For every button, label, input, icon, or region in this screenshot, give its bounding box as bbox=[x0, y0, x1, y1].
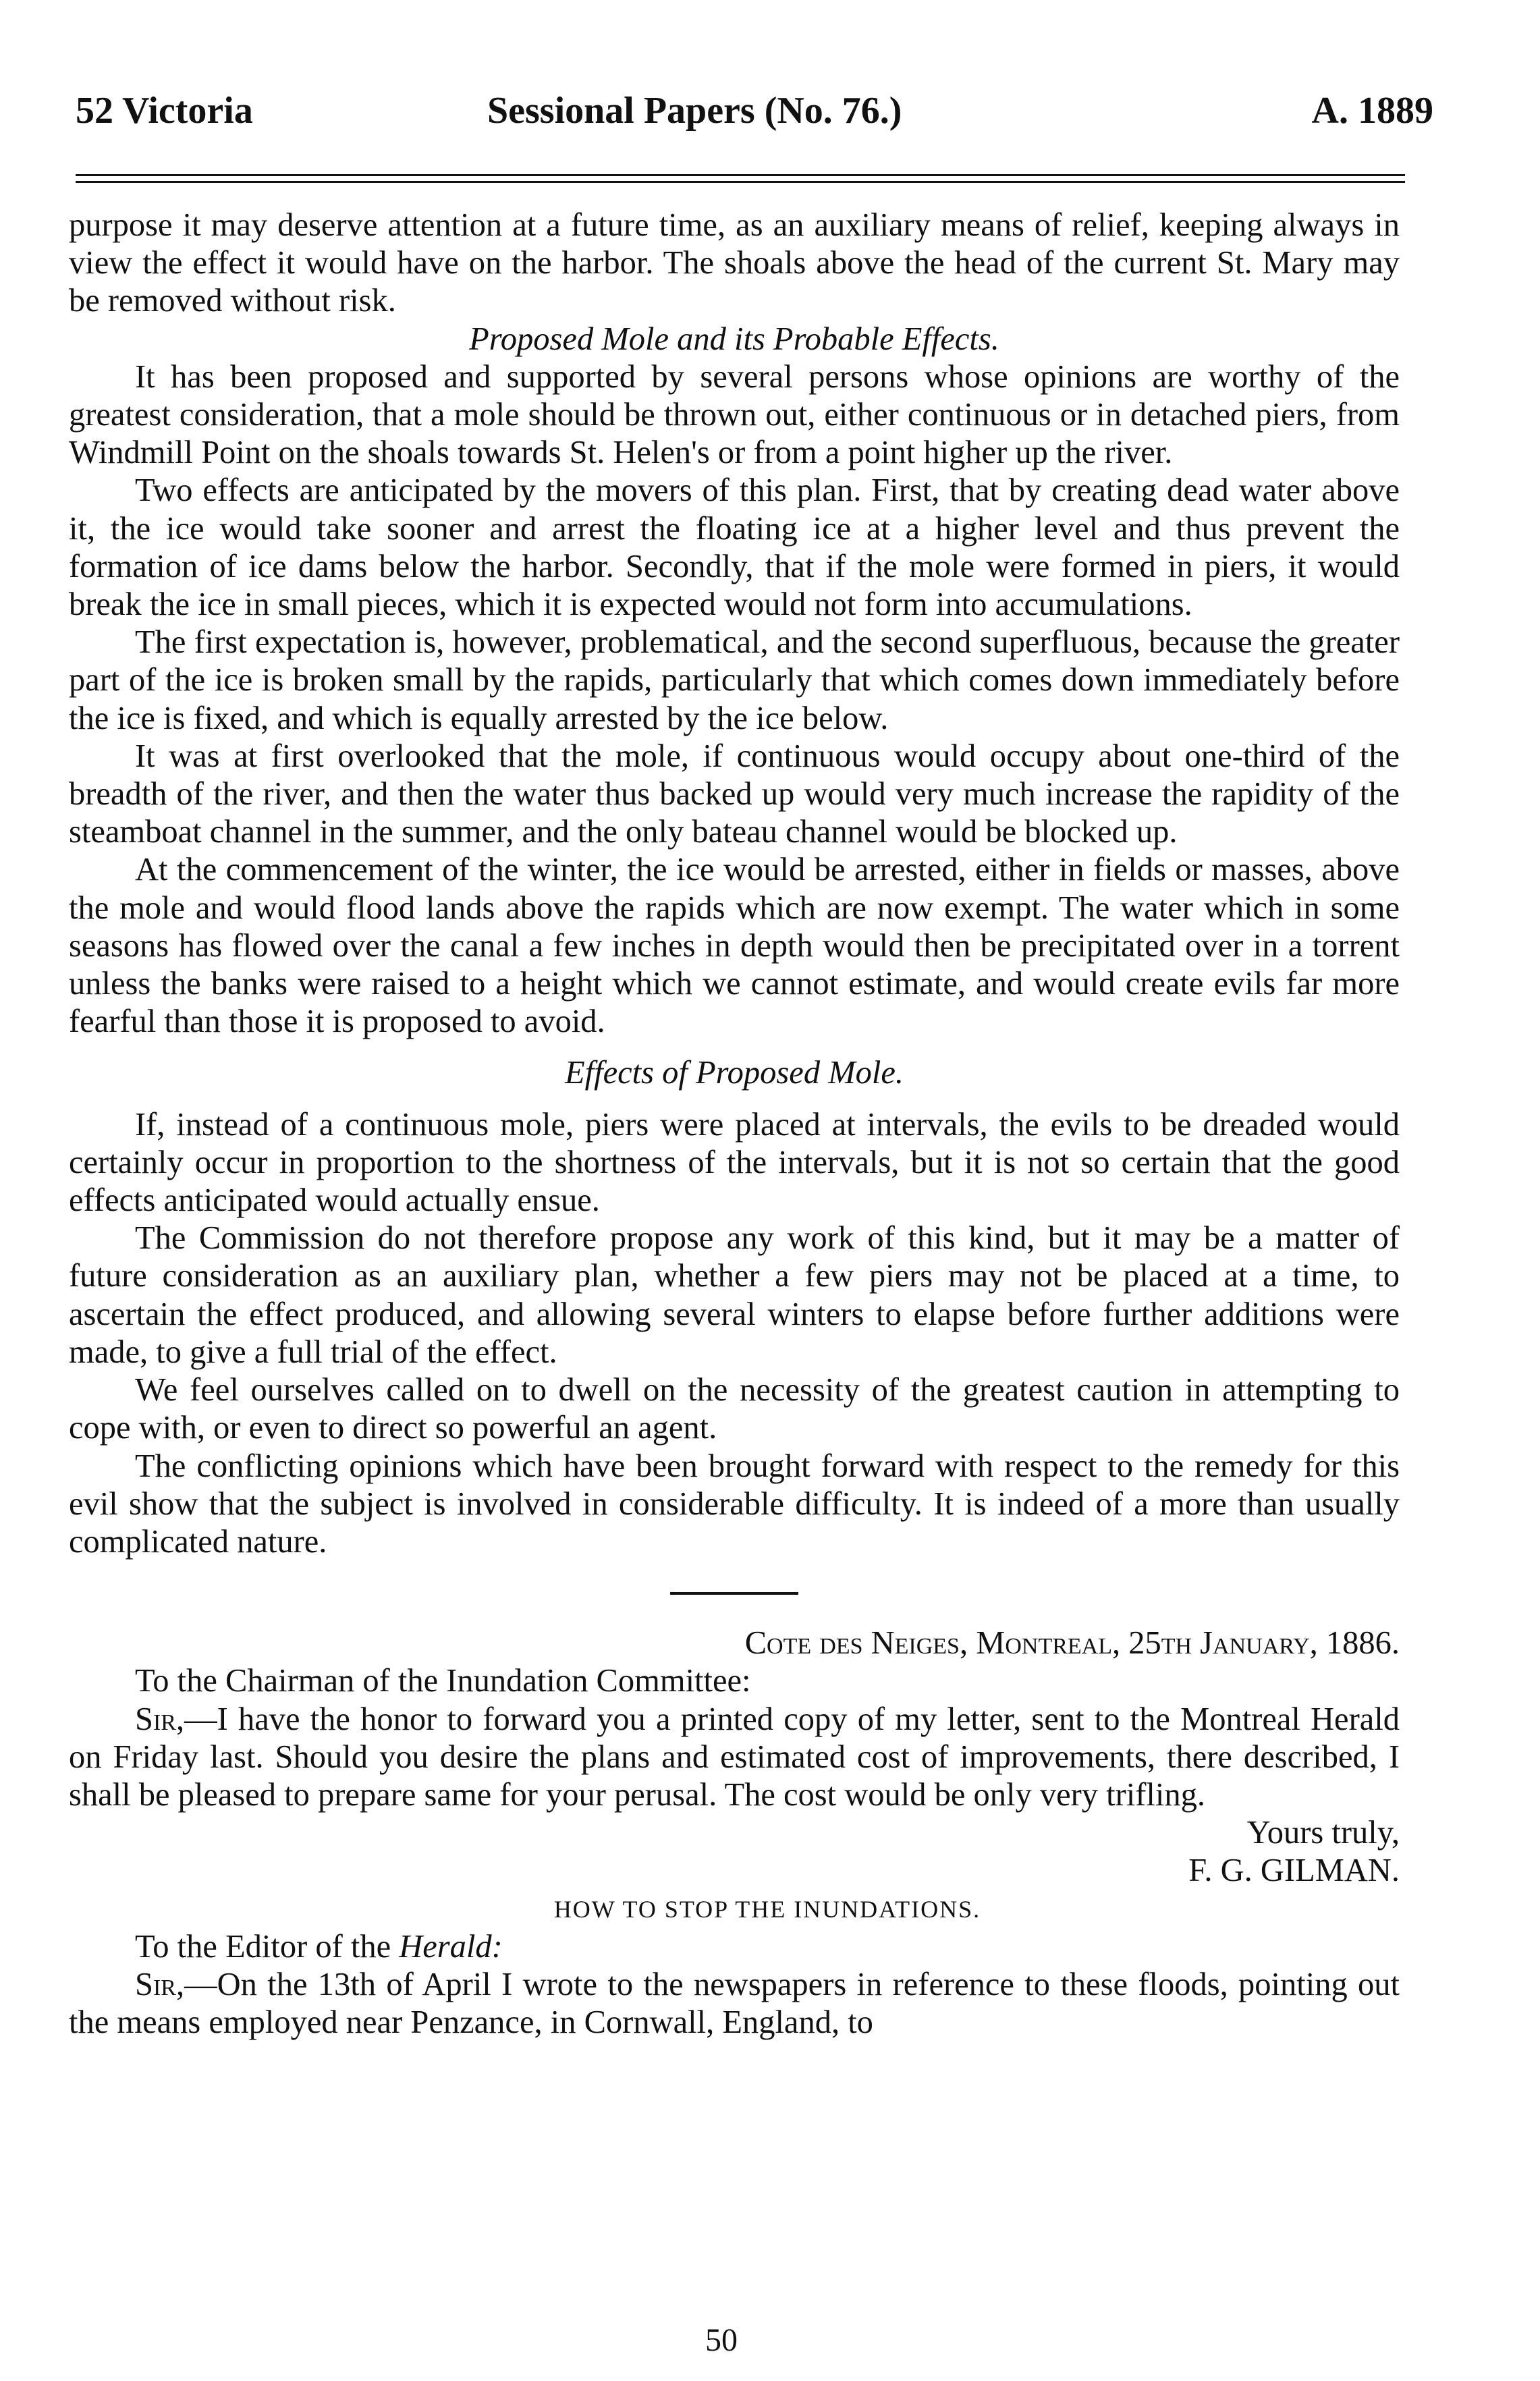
header-rule-bottom bbox=[76, 181, 1405, 183]
paragraph: The Commission do not therefore propose any work of this kind, but it may be a matter of future consideration as an auxiliary plan, whether a few piers may not be placed at a time, to ascertain the effect produced, and allowing several winters to elapse before further additions were made, to give a full trial of the effect. bbox=[69, 1220, 1400, 1370]
letter-recipient: To the Chairman of the Inundation Committee: bbox=[135, 1663, 751, 1699]
paragraph: The first expectation is, however, problematical, and the second superfluous, because the greater part of the ice is broken small by the rapids, particularly that which comes down immediately before the ice is fixed, and which is equally arrested by the ice below. bbox=[69, 624, 1400, 736]
paragraph: Two effects are anticipated by the movers of this plan. First, that by creating dead water above it, the ice would take sooner and arrest the floating ice at a higher level and thus prevent the formation of ice dams below the harbor. Secondly, that if the mole were formed in piers, it would break the ice in small pieces, which it is expected would not form into accumulations. bbox=[69, 472, 1400, 623]
article-recipient-prefix: To the Editor of the bbox=[135, 1928, 391, 1965]
paragraph: At the commencement of the winter, the ice would be arrested, either in fields or masses, above the mole and would flood lands above the rapids which are now exempt. The water which in some seasons has flowed over the canal a few inches in depth would then be precipitated over in a torrent unless the banks were raised to a height which we cannot estimate, and would create evils far more fearful than those it is proposed to avoid. bbox=[69, 852, 1400, 1040]
paragraph: The conflicting opinions which have been brought forward with respect to the remedy for this evil show that the subject is involved in considerable difficulty. It is indeed of a more than usually complicated nature. bbox=[69, 1448, 1400, 1560]
running-header bbox=[76, 89, 1433, 136]
article-text: —On the 13th of April I wrote to the newspapers in reference to these floods, pointing out the means employed near Penzance, in Cornwall, England, to bbox=[69, 1966, 1400, 2041]
paragraph-intro: purpose it may deserve attention at a future time, as an auxiliary means of relief, keeping always in view the effect it would have on the harbor. The shoals above the head of the current St. Mary may be removed without risk. bbox=[69, 207, 1400, 319]
letter-body bbox=[69, 1701, 1400, 1815]
article-title: HOW TO STOP THE INUNDATIONS. bbox=[553, 1895, 981, 1923]
header-year: A. 1889 bbox=[1311, 90, 1433, 132]
section-heading-effects: Effects of Proposed Mole. bbox=[565, 1055, 904, 1091]
article-salutation: Sir, bbox=[135, 1966, 185, 2002]
article-recipient-paper: Herald: bbox=[399, 1928, 503, 1965]
paragraph: If, instead of a continuous mole, piers were placed at intervals, the evils to be dreaded would certainly occur in proportion to the shortness of the intervals, but it is not so certain that the good effects anticipated would actually ensue. bbox=[69, 1106, 1400, 1219]
section-heading-proposed-mole: Proposed Mole and its Probable Effects. bbox=[469, 321, 999, 357]
paragraph: It has been proposed and supported by several persons whose opinions are worthy of the greatest consideration, that a mole should be thrown out, either continuous or in detached piers, from Windmill Point on the shoals towards St. Helen's or from a point higher up the river. bbox=[69, 358, 1400, 471]
article-body bbox=[69, 1966, 1400, 2042]
paragraph: We feel ourselves called on to dwell on the necessity of the greatest caution in attempting to cope with, or even to direct so powerful an agent. bbox=[69, 1372, 1400, 1446]
main-text bbox=[69, 207, 1400, 2042]
letter-dateline: Cote des Neiges, Montreal, 25th January, 1886. bbox=[744, 1625, 1400, 1662]
page-number: 50 bbox=[705, 2322, 738, 2358]
article-recipient bbox=[69, 1928, 1400, 1966]
letter-text: —I have the honor to forward you a printed copy of my letter, sent to the Montreal Herald on Friday last. Should you desire the plans and estimated cost of improvements, there described, I shall be pleased to prepare same for your perusal. The cost would be only very trifling. bbox=[69, 1701, 1400, 1813]
header-rule-top bbox=[76, 174, 1405, 176]
section-separator bbox=[670, 1592, 798, 1595]
letter-signature: F. G. GILMAN. bbox=[1188, 1853, 1400, 1889]
header-volume: 52 Victoria bbox=[76, 90, 253, 132]
letter-closing: Yours truly, bbox=[1246, 1815, 1400, 1851]
header-title: Sessional Papers (No. 76.) bbox=[487, 90, 902, 132]
salutation: Sir, bbox=[135, 1701, 185, 1737]
paragraph: It was at first overlooked that the mole, if continuous would occupy about one-third of the breadth of the river, and then the water thus backed up would very much increase the rapidity of the steamboat channel in the summer, and the only bateau channel would be blocked up. bbox=[69, 738, 1400, 850]
